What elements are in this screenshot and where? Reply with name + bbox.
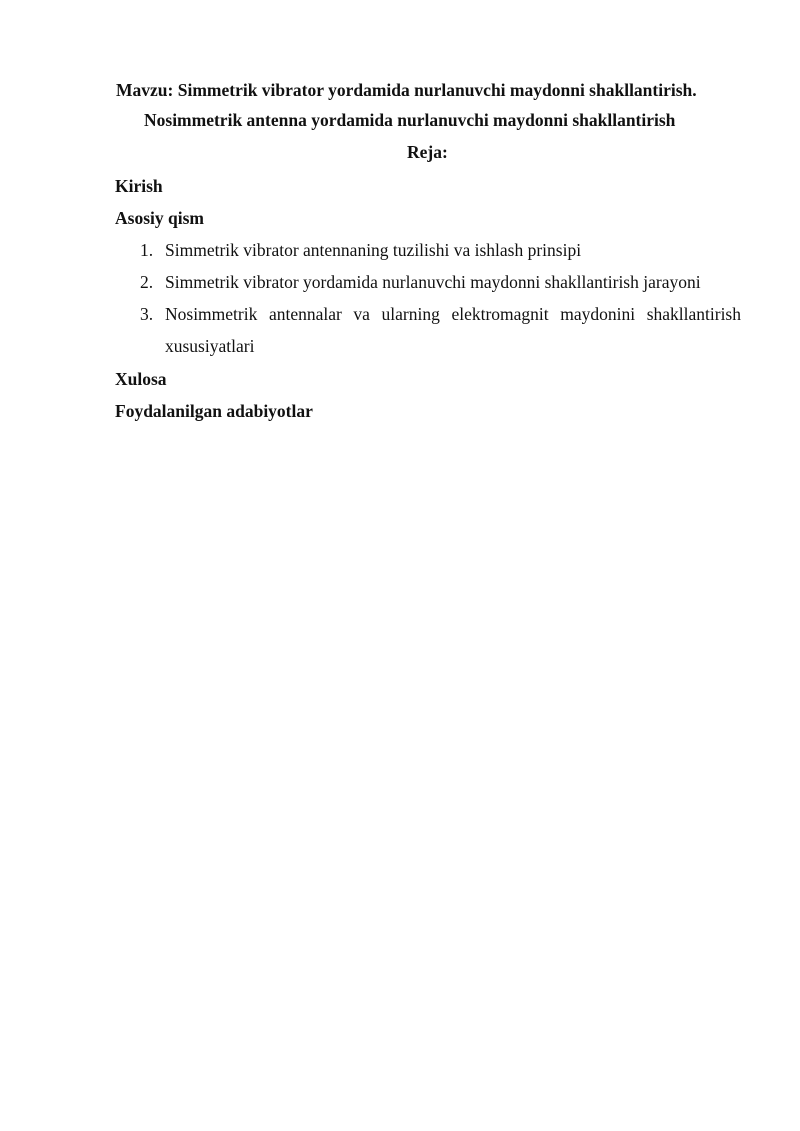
list-item-number: 3. <box>140 304 154 324</box>
title-line-1: Mavzu: Simmetrik vibrator yordamida nurlanuvchi maydonni shakllantirish. <box>116 80 697 100</box>
list-item-number: 2. <box>140 272 154 292</box>
list-item-text-line-1: Nosimmetrik antennalar va ularning elektromagnit maydonini shakllantirish <box>165 304 741 324</box>
section-conclusion: Xulosa <box>115 369 167 389</box>
list-item-text: Simmetrik vibrator antennaning tuzilishi va ishlash prinsipi <box>165 240 582 260</box>
section-main: Asosiy qism <box>115 208 204 228</box>
plan-heading: Reja: <box>407 142 448 162</box>
list-item-number: 1. <box>140 240 154 260</box>
section-references: Foydalanilgan adabiyotlar <box>115 401 313 421</box>
list-item-text: Simmetrik vibrator yordamida nurlanuvchi maydonni shakllantirish jarayoni <box>165 272 701 292</box>
section-intro: Kirish <box>115 176 163 196</box>
list-item-text-line-2: xususiyatlari <box>165 336 255 356</box>
title-line-2: Nosimmetrik antenna yordamida nurlanuvchi maydonni shakllantirish <box>144 110 676 130</box>
